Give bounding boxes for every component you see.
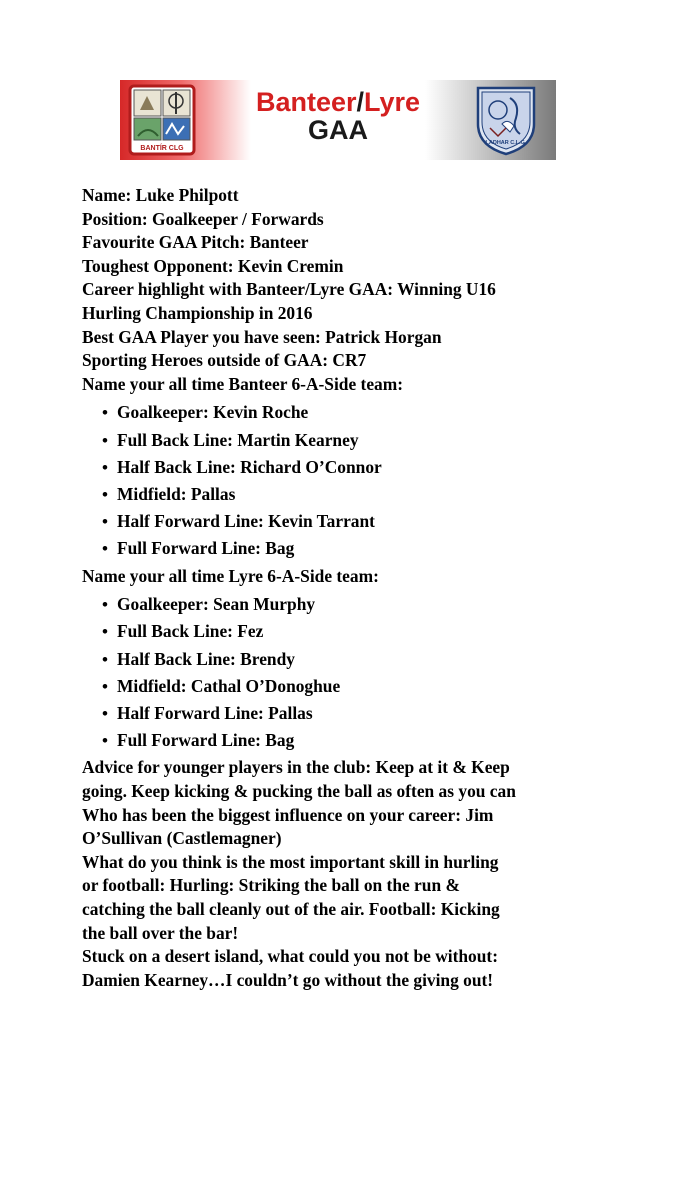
island-line1: Stuck on a desert island, what could you not be without: (82, 946, 498, 967)
sporting-heroes: Sporting Heroes outside of GAA: CR7 (82, 350, 367, 371)
skill-line1: What do you think is the most important skill in hurling (82, 851, 499, 872)
advice-line1: Advice for younger players in the club: Keep at it & Keep (82, 757, 510, 778)
career-highlight-line2: Hurling Championship in 2016 (82, 302, 313, 323)
player-profile (82, 184, 662, 992)
favourite-pitch: Favourite GAA Pitch: Banteer (82, 232, 309, 253)
skill-line3: catching the ball cleanly out of the air. Football: Kicking (82, 898, 500, 919)
advice-line2: going. Keep kicking & pucking the ball as often as you can (82, 780, 516, 801)
influence-line1: Who has been the biggest influence on your career: Jim (82, 804, 494, 825)
banner-title-banteer: Banteer (255, 87, 357, 117)
player-position: Position: Goalkeeper / Forwards (82, 208, 324, 229)
list-item: • Half Forward Line: Kevin Tarrant (82, 508, 662, 535)
banner-title-line2: GAA (308, 115, 368, 146)
career-highlight-line1: Career highlight with Banteer/Lyre GAA: Winning U16 (82, 279, 496, 300)
list-item: • Full Forward Line: Bag (82, 535, 662, 562)
banner-title-slash: / (356, 87, 365, 117)
skill-line4: the ball over the bar! (82, 922, 239, 943)
lyre-crest-text: LADHAR C.L.G. (485, 140, 527, 146)
list-item: • Midfield: Cathal O’Donoghue (82, 673, 662, 700)
list-item: • Goalkeeper: Kevin Roche (82, 399, 662, 426)
club-banner (120, 80, 556, 160)
influence-line2: O’Sullivan (Castlemagner) (82, 828, 282, 849)
skill-line2: or football: Hurling: Striking the ball on the run & (82, 875, 460, 896)
list-item: • Half Back Line: Brendy (82, 646, 662, 673)
list-item: • Full Forward Line: Bag (82, 727, 662, 754)
player-name: Name: Luke Philpott (82, 185, 239, 205)
list-item: • Midfield: Pallas (82, 481, 662, 508)
lyre-team-heading: Name your all time Lyre 6-A-Side team: (82, 565, 379, 586)
banteer-team-list (82, 399, 662, 562)
list-item: • Goalkeeper: Sean Murphy (82, 591, 662, 618)
banteer-team-heading: Name your all time Banteer 6-A-Side team: (82, 373, 404, 394)
list-item: • Full Back Line: Fez (82, 618, 662, 645)
best-player: Best GAA Player you have seen: Patrick Horgan (82, 326, 442, 347)
banner-title-lyre: Lyre (364, 87, 421, 117)
banner-title (240, 88, 436, 145)
list-item: • Half Forward Line: Pallas (82, 700, 662, 727)
list-item: • Half Back Line: Richard O’Connor (82, 454, 662, 481)
toughest-opponent: Toughest Opponent: Kevin Cremin (82, 255, 344, 276)
banteer-crest-text: BANTÍR CLG (140, 145, 184, 152)
lyre-club-crest-icon (472, 84, 540, 156)
lyre-team-list (82, 591, 662, 754)
island-line2: Damien Kearney…I couldn’t go without the giving out! (82, 969, 494, 990)
banner-title-line1 (240, 88, 436, 116)
banteer-club-crest-icon (128, 84, 196, 156)
list-item: • Full Back Line: Martin Kearney (82, 427, 662, 454)
